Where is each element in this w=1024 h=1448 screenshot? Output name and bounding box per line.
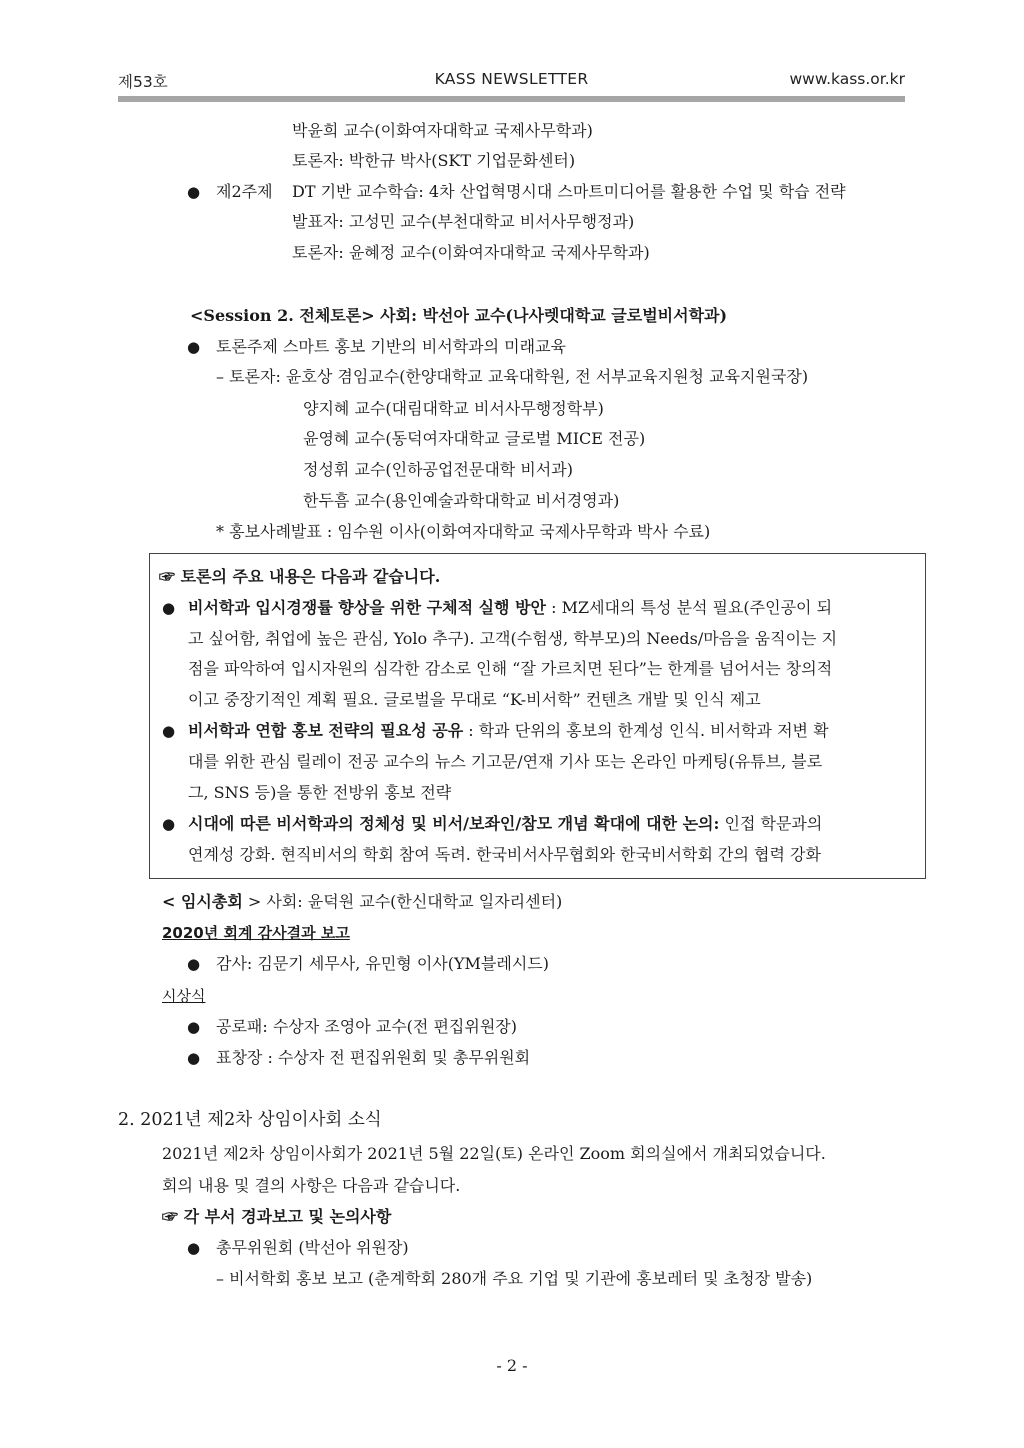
section-subheading: ☞ 각 부서 경과보고 및 논의사항 [162, 1207, 392, 1226]
section-title: 2. 2021년 제2차 상임이사회 소식 [118, 1110, 382, 1130]
department-detail: – 비서학회 홍보 보고 (춘계학회 280개 주요 기업 및 기관에 홍보레터 및 초청장 발송) [216, 1269, 813, 1288]
newsletter-title: KASS NEWSLETTER [434, 70, 589, 88]
summary-item-2-line: 그, SNS 등)을 통한 전방위 홍보 전략 [188, 783, 452, 802]
summary-heading: ☞ 토론의 주요 내용은 다음과 같습니다. [159, 567, 441, 586]
bullet-icon: ● [187, 1239, 201, 1257]
audit-title: 2020년 회계 감사결과 보고 [162, 924, 350, 942]
topic2-label: 제2주제 [216, 182, 273, 201]
case-presentation: * 홍보사례발표 : 임수원 이사(이화여자대학교 국제사무학과 박사 수료) [216, 522, 711, 541]
bullet-icon: ● [162, 599, 176, 617]
presenter-line: 박윤희 교수(이화여자대학교 국제사무학과) [292, 121, 593, 140]
discussant-item: 윤영혜 교수(동덕여자대학교 글로벌 MICE 전공) [303, 429, 646, 448]
award-item: 표창장 : 수상자 전 편집위원회 및 총무위원회 [216, 1048, 531, 1067]
summary-item-2-line: 대를 위한 관심 릴레이 전공 교수의 뉴스 기고문/연재 기사 또는 온라인 마케팅(유튜브, 블로 [188, 752, 823, 771]
department-item: 총무위원회 (박선아 위원장) [216, 1238, 409, 1257]
award-item: 공로패: 수상자 조영아 교수(전 편집위원장) [216, 1017, 517, 1036]
website-url: www.kass.or.kr [789, 70, 905, 88]
topic2-discussant: 토론자: 윤혜정 교수(이화여자대학교 국제사무학과) [292, 243, 650, 262]
bullet-icon: ● [162, 815, 176, 833]
page-header [118, 70, 905, 96]
summary-item-3: 시대에 따른 비서학과의 정체성 및 비서/보좌인/참모 개념 확대에 대한 논의: 인접 학문과의 [188, 814, 823, 833]
section-paragraph-line: 2021년 제2차 상임이사회가 2021년 5월 22일(토) 온라인 Zoom 회의실에서 개최되었습니다. [162, 1144, 826, 1163]
summary-item-1-line: 이고 중장기적인 계획 필요. 글로벌을 무대로 “K-비서학” 컨텐츠 개발 및 인식 제고 [188, 690, 761, 709]
bullet-icon: ● [187, 1018, 201, 1036]
summary-item-3-line: 연계성 강화. 현직비서의 학회 참여 독려. 한국비서사무협회와 한국비서학회 간의 협력 강화 [188, 845, 821, 864]
topic2-title: DT 기반 교수학습: 4차 산업혁명시대 스마트미디어를 활용한 수업 및 학습 전략 [292, 182, 846, 201]
topic2-presenter: 발표자: 고성민 교수(부천대학교 비서사무행정과) [292, 212, 635, 231]
bullet-icon: ● [187, 955, 201, 973]
discussant-item: 양지혜 교수(대림대학교 비서사무행정학부) [303, 399, 604, 418]
general-meeting-heading: < 임시총회 > 사회: 윤덕원 교수(한신대학교 일자리센터) [162, 892, 563, 911]
bullet-icon: ● [187, 183, 201, 201]
summary-item-1: 비서학과 입시경쟁률 향상을 위한 구체적 실행 방안 : MZ세대의 특성 분석 필요(주인공이 되 [188, 598, 833, 617]
award-title: 시상식 [162, 987, 206, 1005]
session2-topic: 토론주제 스마트 홍보 기반의 비서학과의 미래교육 [216, 337, 567, 356]
summary-item-3-title: 시대에 따른 비서학과의 정체성 및 비서/보좌인/참모 개념 확대에 대한 논의: [188, 814, 720, 833]
issue-number: 제53호 [118, 73, 168, 91]
header-divider [118, 96, 905, 102]
bullet-icon: ● [162, 722, 176, 740]
discussion-summary-box [149, 553, 926, 879]
session2-heading: <Session 2. 전체토론> 사회: 박선아 교수(나사렛대학교 글로벌비서학과) [190, 306, 728, 325]
summary-item-1-line: 고 싶어함, 취업에 높은 관심, Yolo 추구). 고객(수험생, 학부모)의 Needs/마음을 움직이는 지 [188, 629, 838, 648]
summary-item-2: 비서학과 연합 홍보 전략의 필요성 공유 : 학과 단위의 홍보의 한계성 인식. 비서학과 저변 확 [188, 721, 829, 740]
bullet-icon: ● [187, 1049, 201, 1067]
bullet-icon: ● [187, 338, 201, 356]
discussant-item: 한두흠 교수(용인예술과학대학교 비서경영과) [303, 491, 620, 510]
summary-item-1-title: 비서학과 입시경쟁률 향상을 위한 구체적 실행 방안 [188, 598, 546, 617]
page-number: - 2 - [496, 1356, 528, 1375]
summary-item-1-line: 점을 파악하여 입시자원의 심각한 감소로 인해 “잘 가르치면 된다”는 한계를 넘어서는 창의적 [188, 659, 833, 678]
discussant-line: 토론자: 박한규 박사(SKT 기업문화센터) [292, 151, 576, 170]
discussant-item: 정성휘 교수(인하공업전문대학 비서과) [303, 460, 573, 479]
section-paragraph-line: 회의 내용 및 결의 사항은 다음과 같습니다. [162, 1176, 461, 1195]
audit-item: 감사: 김문기 세무사, 유민형 이사(YM블레시드) [216, 954, 550, 973]
summary-item-2-title: 비서학과 연합 홍보 전략의 필요성 공유 [188, 721, 464, 740]
session2-discussants-lead: – 토론자: 윤호상 겸임교수(한양대학교 교육대학원, 전 서부교육지원청 교육지원국장) [216, 367, 809, 386]
